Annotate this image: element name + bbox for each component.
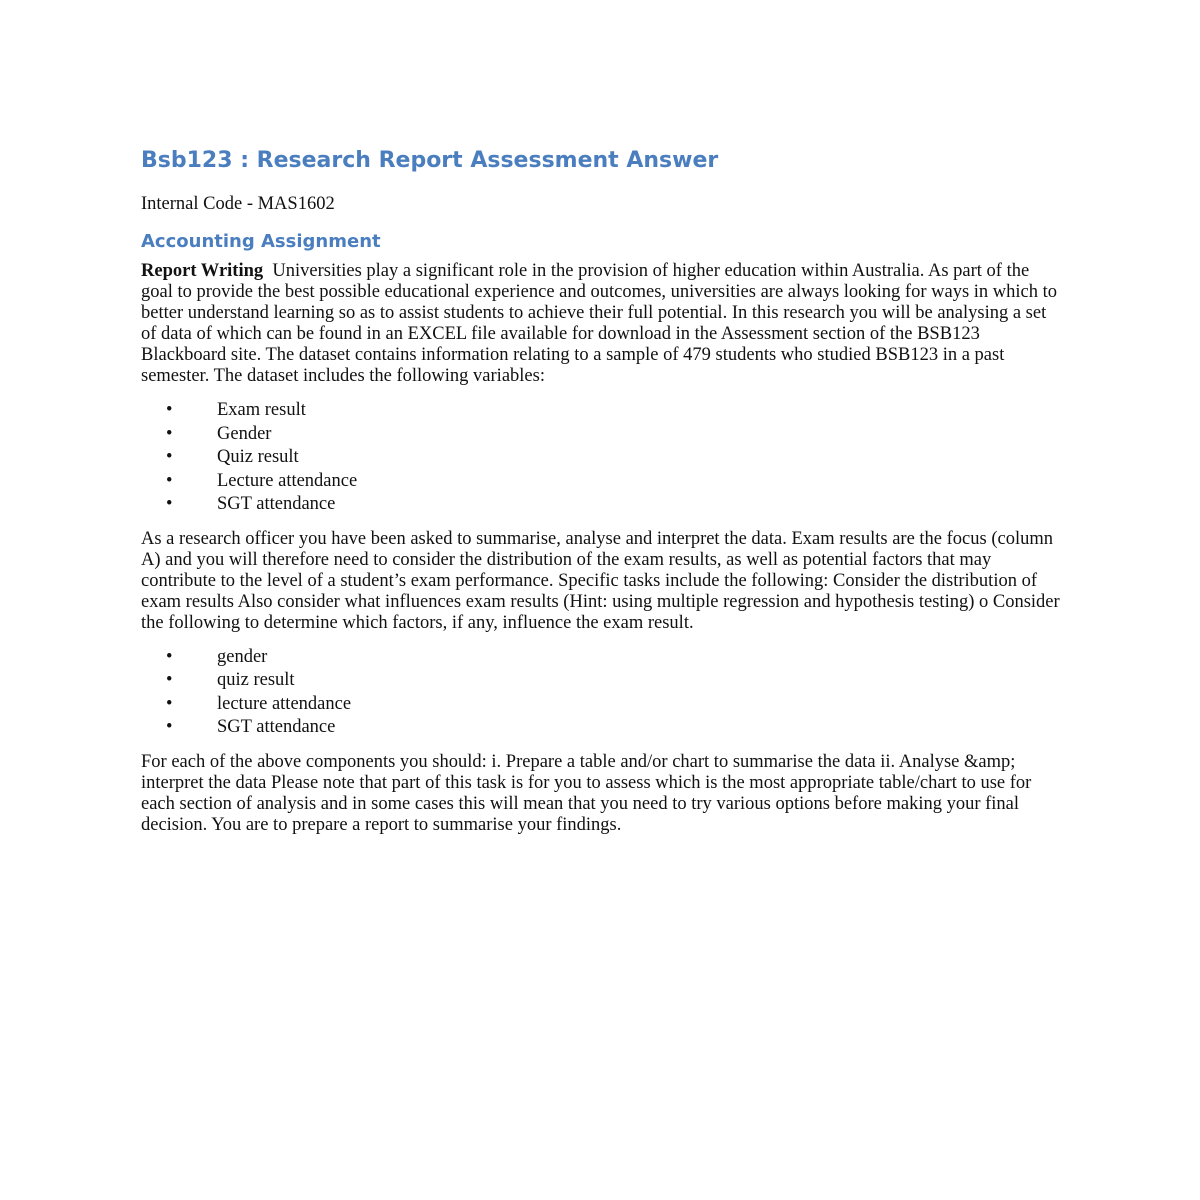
bullet-icon: •: [166, 400, 173, 420]
bullet-icon: •: [166, 423, 173, 444]
document-page: [141, 144, 1061, 848]
bullet-icon: •: [166, 470, 173, 491]
list-item-label: quiz result: [217, 670, 295, 690]
list-item-label: SGT attendance: [217, 494, 336, 514]
intro-text: Universities play a significant role in the provision of higher education within Australia. As part of the goal to provide the best possible educational experience and outcomes, universities are always looking for ways in which to better understand learning so as to assist students to achieve their full potential. In this research you will be analysing a set of data of which can be found in an EXCEL file available for download in the Assessment section of the BSB123 Blackboard site. The dataset contains information relating to a sample of 479 students who studied BSB123 in a past semester. The dataset includes the following variables:: [141, 261, 1062, 386]
factors-list: [141, 646, 1061, 740]
list-item: [141, 423, 1061, 447]
bullet-icon: •: [166, 646, 173, 667]
list-item-label: lecture attendance: [217, 693, 352, 714]
bullet-icon: •: [166, 693, 173, 714]
list-item: [141, 669, 1061, 693]
list-item: [141, 399, 1061, 423]
list-item: [141, 646, 1061, 670]
bullet-icon: •: [166, 494, 173, 514]
list-item-label: Quiz result: [217, 447, 299, 467]
list-item-label: Gender: [217, 423, 272, 444]
list-item: [141, 470, 1061, 494]
list-item-label: Lecture attendance: [217, 470, 358, 491]
list-item-label: gender: [217, 646, 268, 667]
intro-bold-lead: Report Writing: [141, 261, 264, 281]
variables-list: [141, 399, 1061, 517]
list-item-label: Exam result: [217, 400, 306, 420]
list-item: [141, 693, 1061, 717]
internal-code: Internal Code - MAS1602: [141, 194, 335, 214]
bullet-icon: •: [166, 447, 173, 467]
list-item: [141, 716, 1061, 740]
bullet-icon: •: [166, 670, 173, 690]
list-item-label: SGT attendance: [217, 717, 336, 737]
bullet-icon: •: [166, 717, 173, 737]
intro-paragraph: [141, 261, 1061, 387]
list-item: [141, 493, 1061, 517]
task-paragraph: As a research officer you have been asked to summarise, analyse and interpret the data. Exam results are the focus (column A) and you will therefore need to consider the distribution of the exam results, as well as potential factors that may contribute to the level of a student’s exam performance. Specific tasks include the following: Consider the distribution of exam results Also consider what influences exam results (Hint: using multiple regression and hypothesis testing) o Consider the following to determine which factors, if any, influence the exam result.: [141, 528, 1060, 633]
document-title: Bsb123 : Research Report Assessment Answer: [141, 148, 719, 173]
list-item: [141, 446, 1061, 470]
instructions-paragraph: For each of the above components you should: i. Prepare a table and/or chart to summarise the data ii. Analyse &amp; interpret the data Please note that part of this task is for you to assess which is the most appropriate table/chart to use for each section of analysis and in some cases this will mean that you need to try various options before making your final decision. You are to prepare a report to summarise your findings.: [141, 751, 1032, 835]
section-heading: Accounting Assignment: [141, 231, 381, 252]
